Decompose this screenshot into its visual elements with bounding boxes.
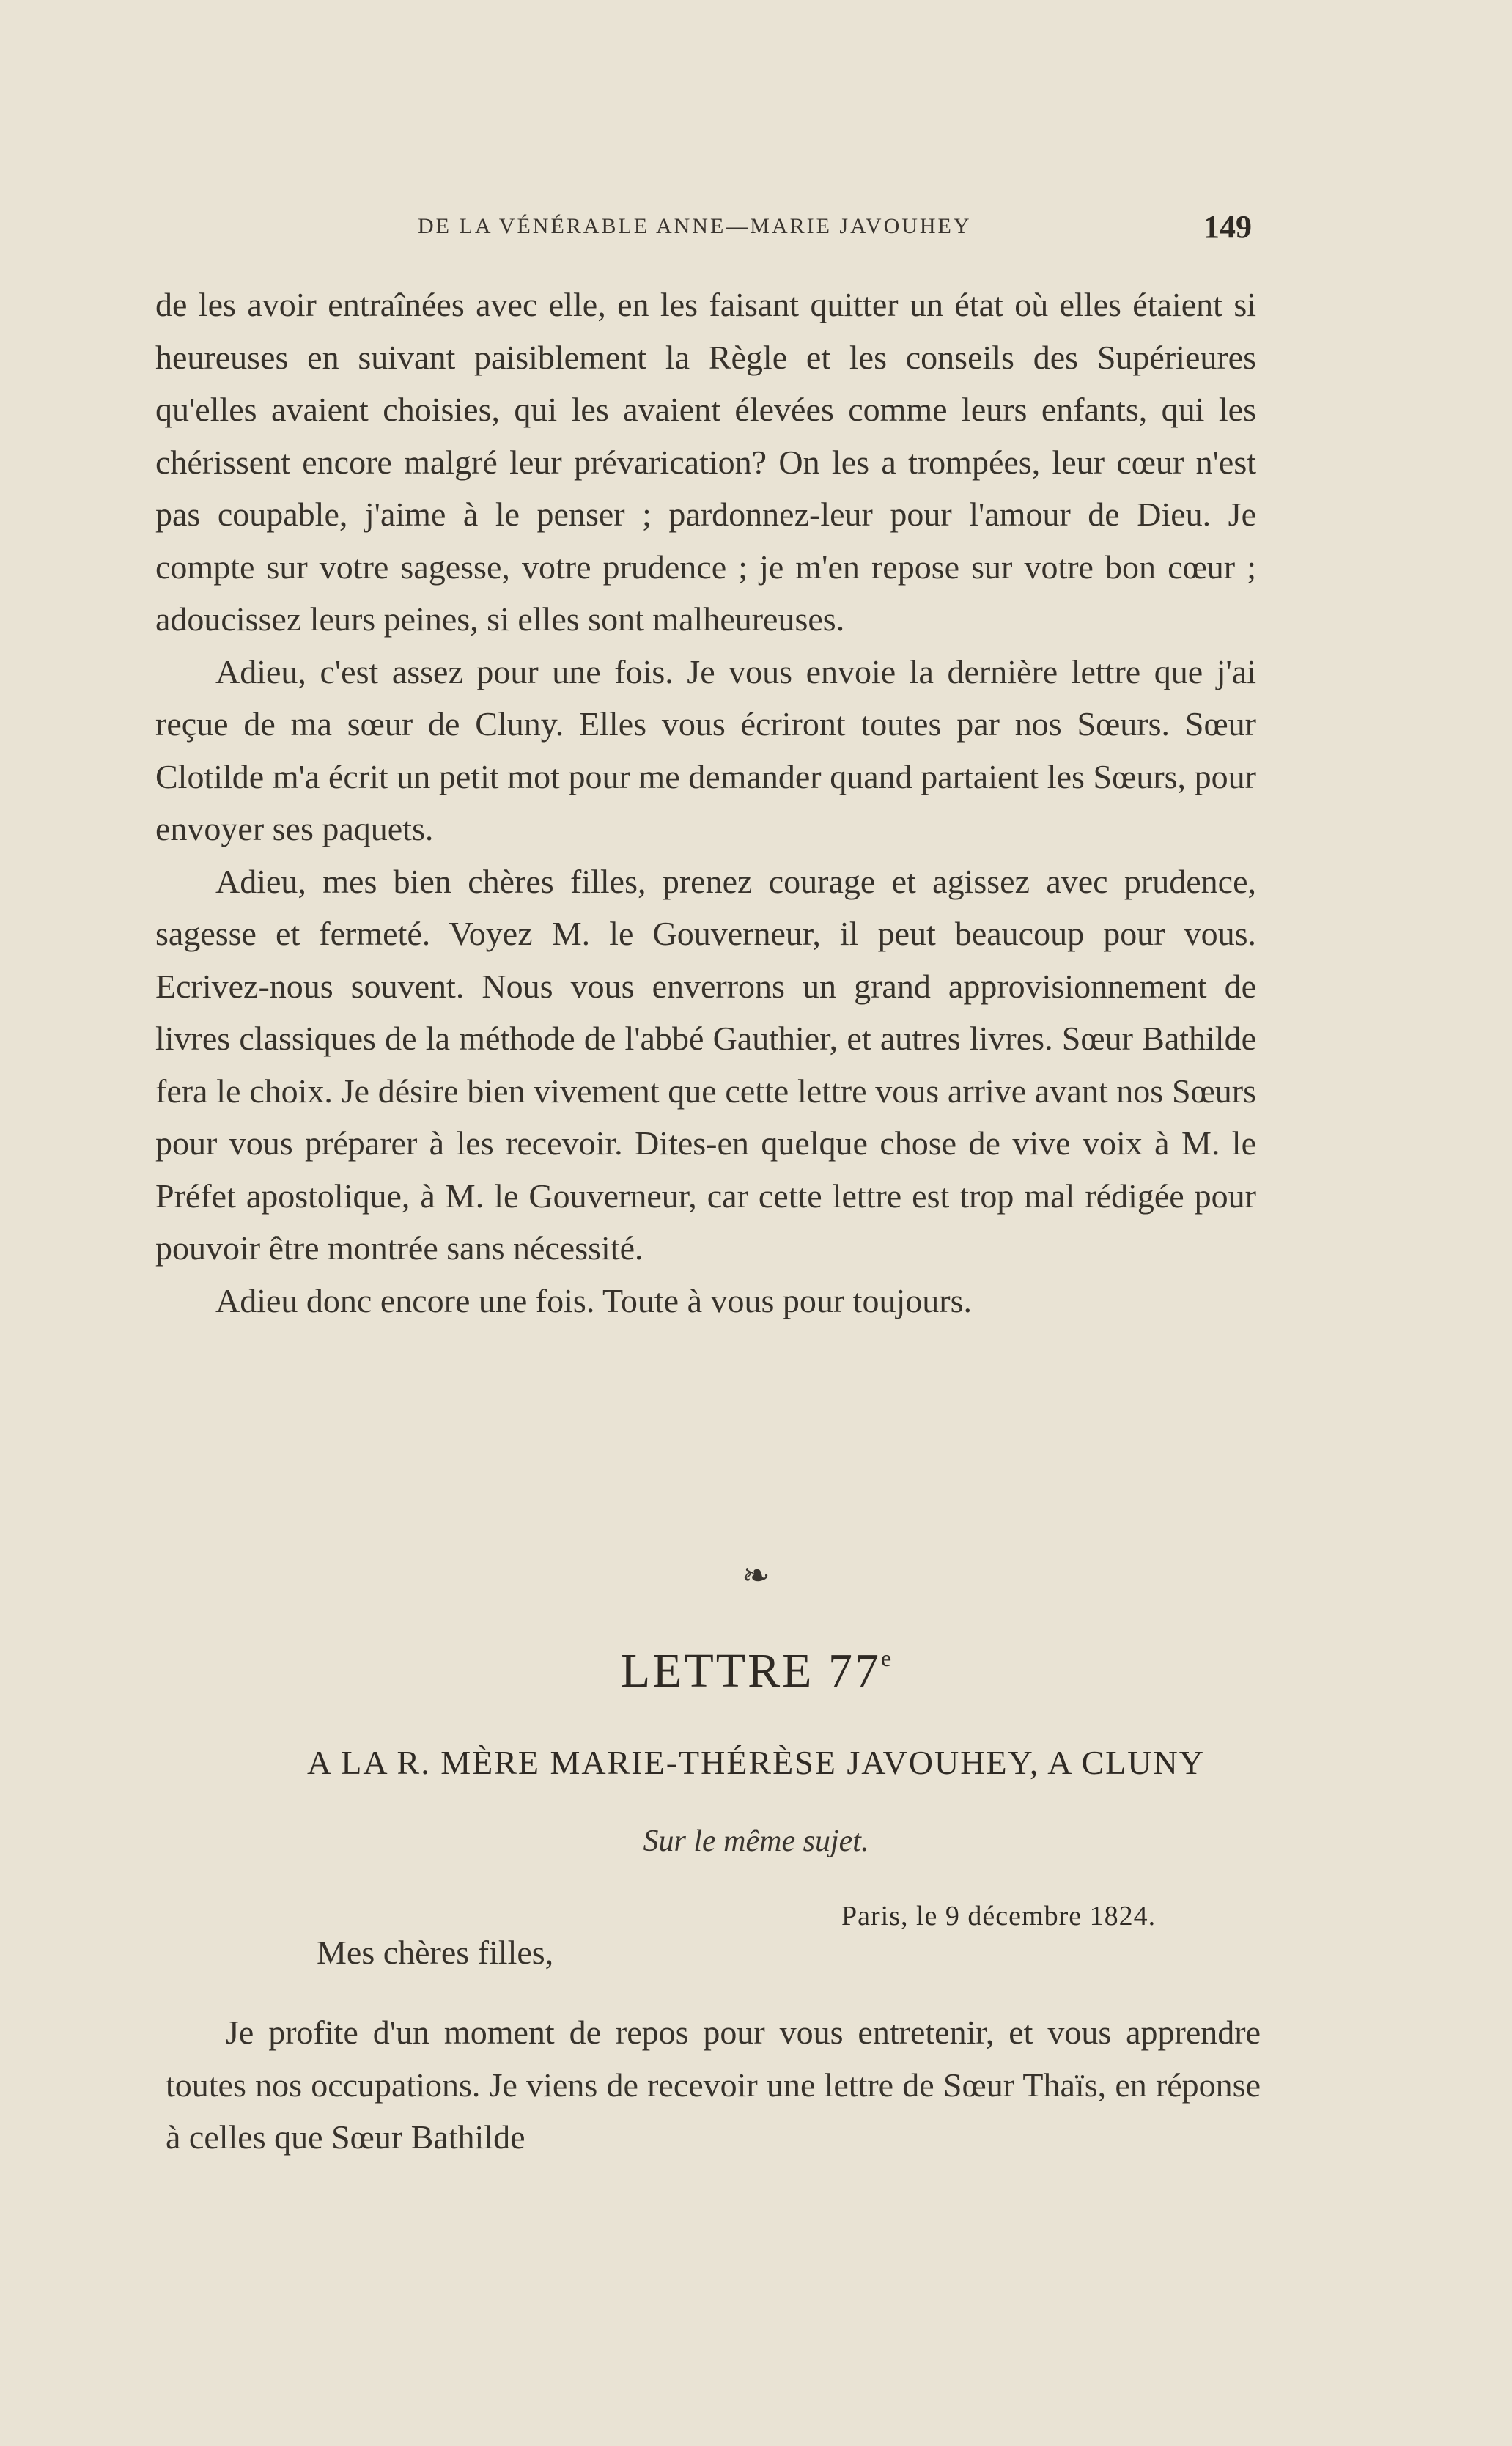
- body-text: [155, 279, 1256, 1327]
- letter-title-text: LETTRE 77: [620, 1644, 881, 1698]
- paragraph: Adieu, c'est assez pour une fois. Je vous envoie la dernière lettre que j'ai reçue de ma sœur de Cluny. Elles vous écriront toutes par nos Sœurs. Sœur Clotilde m'a écrit un petit mot pour me demander quand partaient les Sœurs, pour envoyer ses paquets.: [155, 652, 1256, 847]
- fleuron-ornament-icon: ❧: [742, 1557, 770, 1594]
- paragraph: Adieu, mes bien chères filles, prenez courage et agissez avec prudence, sagesse et fermeté. Voyez M. le Gouverneur, il peut beaucoup pour vous. Ecrivez-nous souvent. Nous vous enverrons un grand approvisionnement de livres classiques de la méthode de l'abbé Gauthier, et autres livres. Sœur Bathilde fera le choix. Je désire bien vivement que cette lettre vous arrive avant nos Sœurs pour vous préparer à les recevoir. Dites-en quelque chose de vive voix à M. le Préfet apostolique, à M. le Gouverneur, car cette lettre est trop mal rédigée pour pouvoir être montrée sans nécessité.: [155, 862, 1256, 1267]
- letter-subject: Sur le même sujet.: [643, 1824, 869, 1858]
- paragraph-continuation: de les avoir entraînées avec elle, en les faisant quitter un état où elles étaient si heureuses en suivant paisiblement la Règle et les conseils des Supérieures qu'elles avaient choisies, qui les avaient élevées comme leurs enfants, qui les chérissent encore malgré leur prévarication? On les a trompées, leur cœur n'est pas coupable, j'aime à le penser ; pardonnez-leur pour l'amour de Dieu. Je compte sur votre sagesse, votre prudence ; je m'en repose sur votre bon cœur ; adoucissez leurs peines, si elles sont malheureuses.: [155, 286, 1256, 638]
- letter-title-suffix: e: [880, 1645, 892, 1671]
- letter-recipient: A LA R. MÈRE MARIE-THÉRÈSE JAVOUHEY, A CLUNY: [307, 1744, 1205, 1781]
- page-header: [160, 208, 1252, 252]
- page-number: 149: [1203, 209, 1252, 245]
- paragraph: Adieu donc encore une fois. Toute à vous pour toujours.: [215, 1281, 972, 1319]
- letter-salutation: Mes chères filles,: [317, 1934, 554, 1971]
- letter-dateline: Paris, le 9 décembre 1824.: [841, 1901, 1157, 1931]
- letter-opening-paragraph: Je profite d'un moment de repos pour vous entretenir, et vous apprendre toutes nos occupations. Je viens de recevoir une lettre de Sœur Thaïs, en réponse à celles que Sœur Bathilde: [166, 2014, 1261, 2156]
- letter-body: [166, 2006, 1261, 2164]
- running-title: DE LA VÉNÉRABLE ANNE—MARIE JAVOUHEY: [418, 214, 972, 238]
- letter-title: [0, 1643, 1512, 1699]
